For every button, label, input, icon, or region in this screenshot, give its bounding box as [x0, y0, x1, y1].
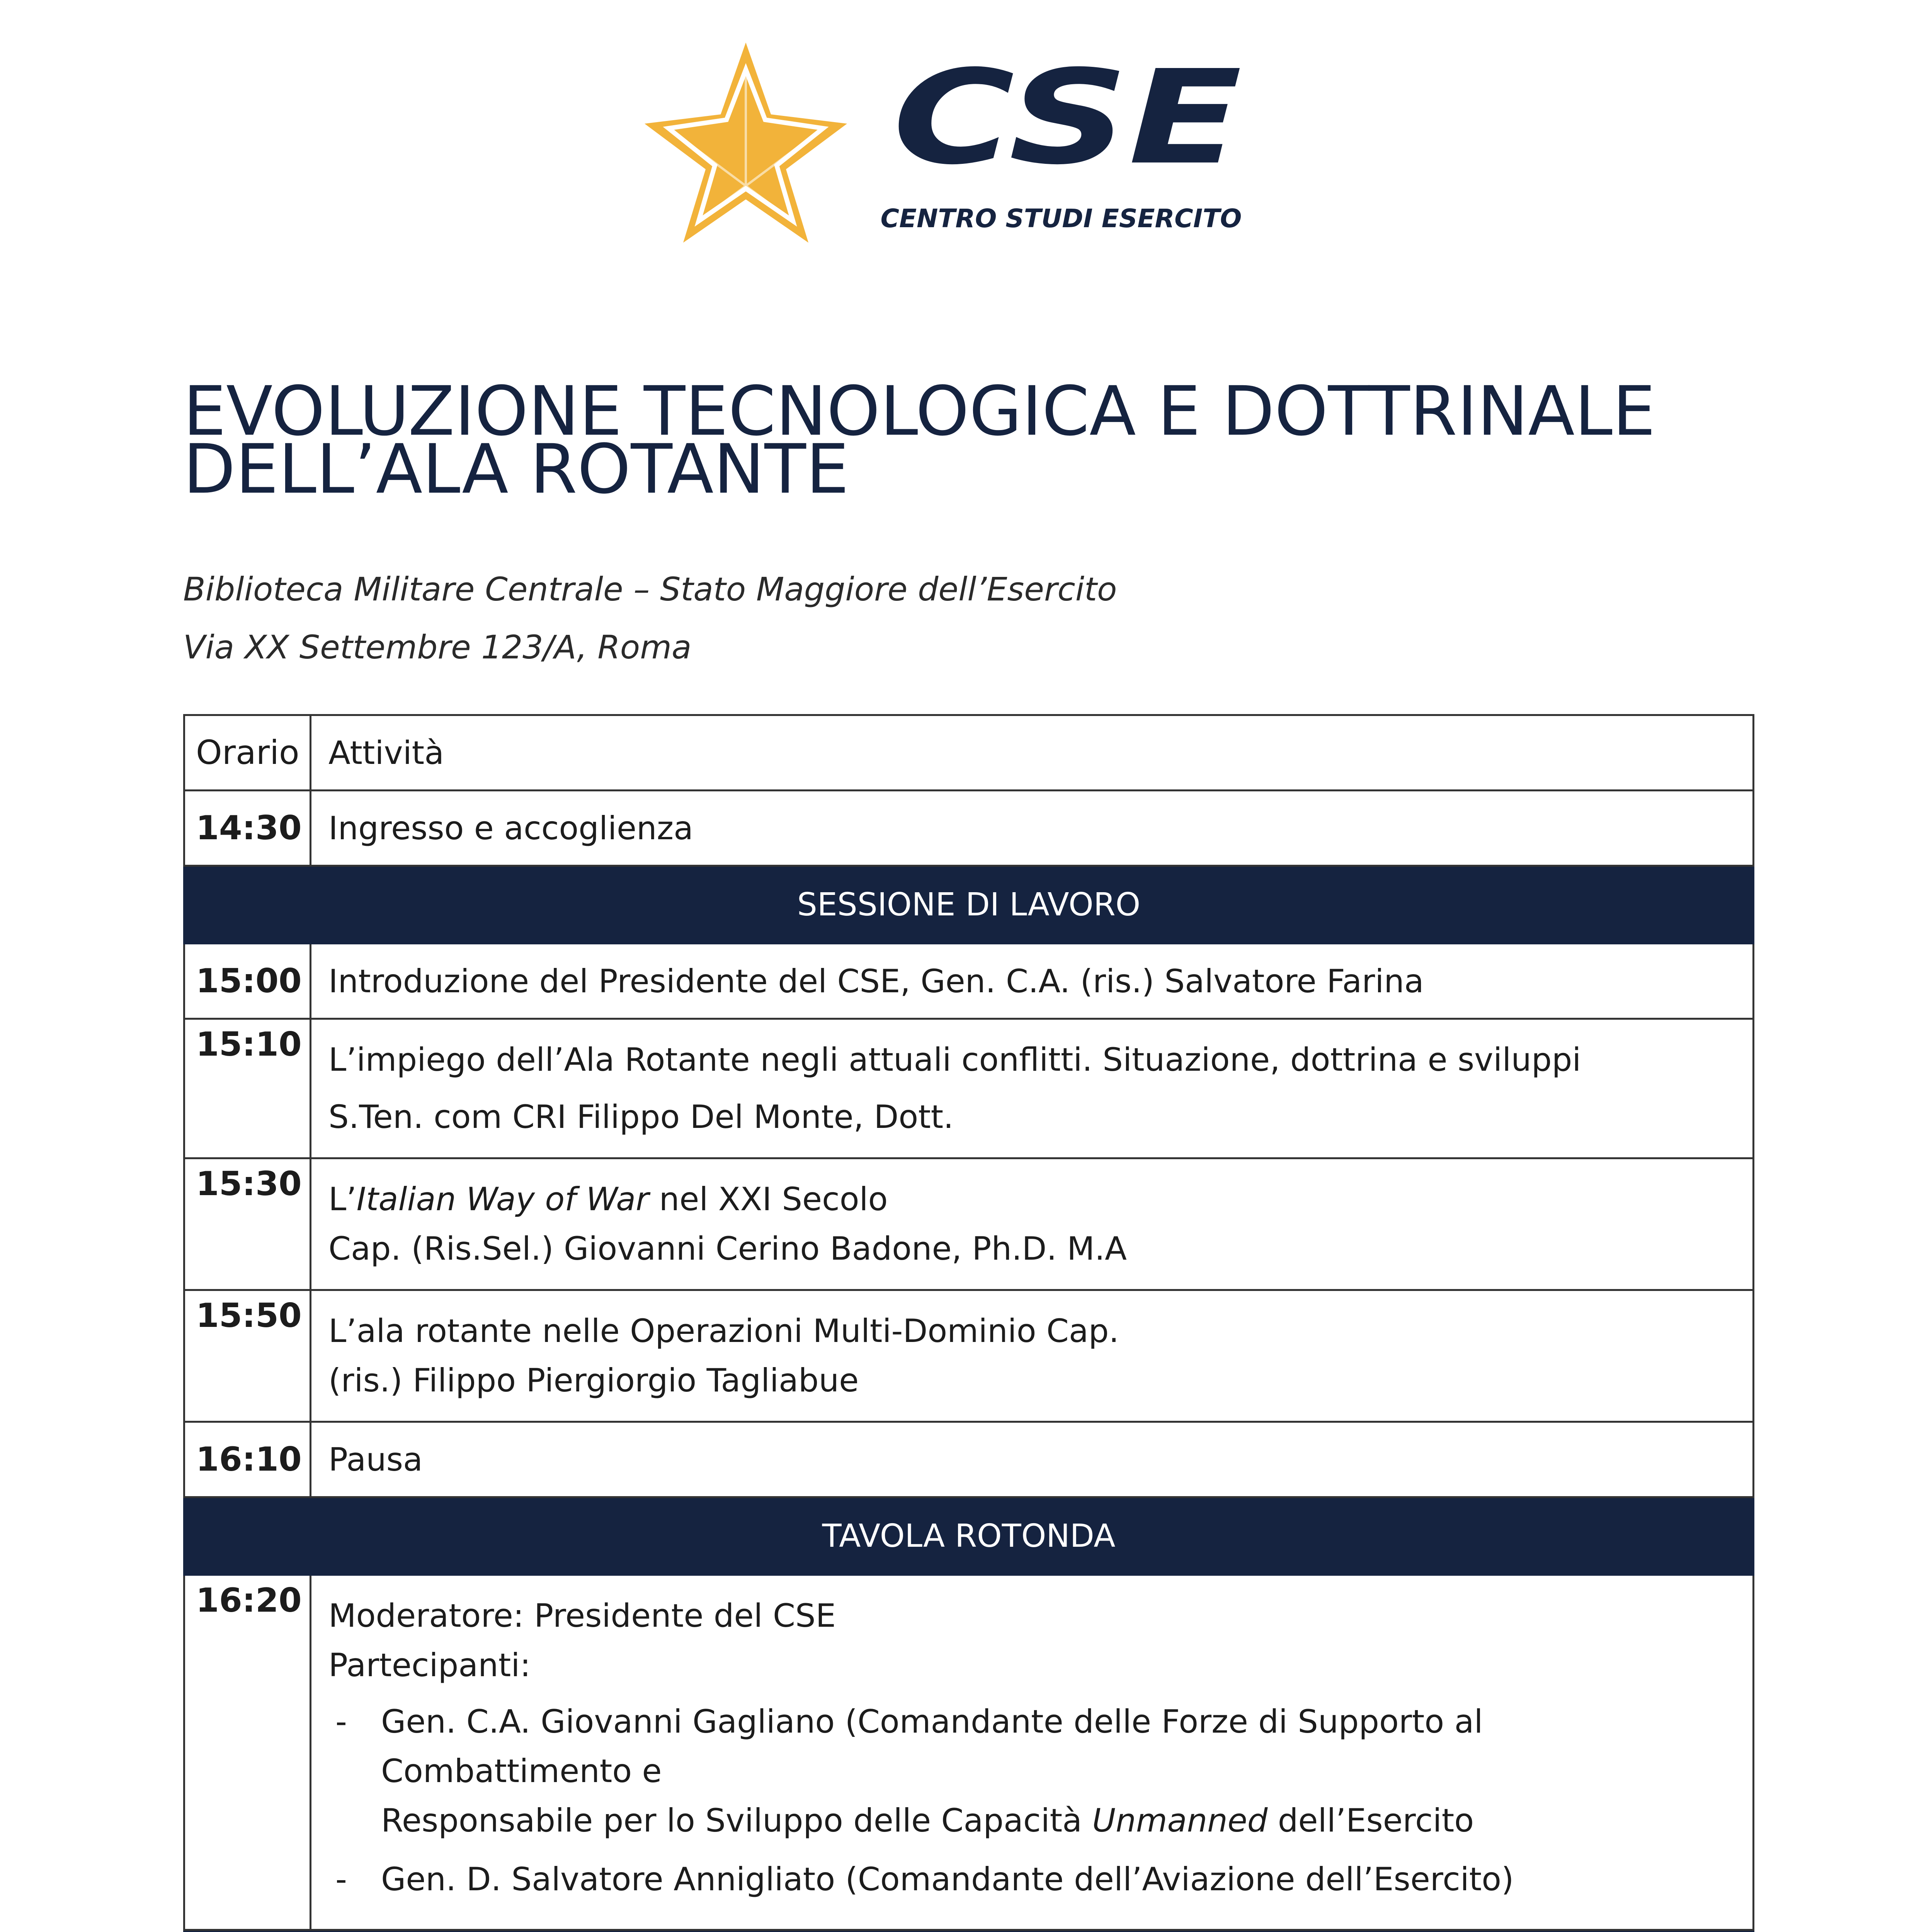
venue-line-1: Biblioteca Militare Centrale – Stato Maggiore dell’Esercito — [183, 570, 1117, 608]
logo-subtitle: CENTRO STUDI ESERCITO — [880, 204, 1242, 233]
row-activity: Introduzione del Presidente del CSE, Gen. C.A. (ris.) Salvatore Farina — [311, 944, 1754, 1019]
talk-title-suffix: nel XXI Secolo — [649, 1180, 888, 1218]
row-time: 16:10 — [184, 1422, 311, 1497]
header-time: Orario — [184, 715, 311, 791]
table-row — [184, 1290, 1754, 1422]
row-time: 15:30 — [184, 1158, 311, 1290]
star-icon — [645, 43, 847, 243]
participant-suffix: dell’Esercito — [1267, 1802, 1474, 1839]
talk-title: L’impiego dell’Ala Rotante negli attuali conflitti. Situazione, dottrina e sviluppi — [328, 1041, 1581, 1078]
row-time: 15:00 — [184, 944, 311, 1019]
table-row — [184, 1575, 1754, 1930]
document-title — [183, 372, 1806, 509]
moderator: Moderatore: Presidente del CSE — [328, 1597, 836, 1634]
participants-list — [328, 1697, 1735, 1904]
section-title: SESSIONE DI LAVORO — [184, 866, 1754, 944]
row-time: 15:10 — [184, 1019, 311, 1158]
row-activity — [311, 1575, 1754, 1930]
venue-line-2: Via XX Settembre 123/A, Roma — [183, 628, 692, 666]
venue — [183, 560, 1117, 676]
list-item: - Gen. D. Salvatore Annigliato (Comandante dell’Aviazione dell’Esercito) — [328, 1855, 1735, 1904]
section-title: TAVOLA ROTONDA — [184, 1497, 1754, 1575]
participant-line-1: - Gen. C.A. Giovanni Gagliano (Comandante delle Forze di Supporto al Combattimento e — [381, 1703, 1483, 1790]
talk-title-prefix: L’ — [328, 1180, 357, 1218]
table-row — [184, 791, 1754, 866]
table-row — [184, 1422, 1754, 1497]
section-title — [184, 1930, 1754, 1932]
row-time: 14:30 — [184, 791, 311, 866]
section-row — [184, 866, 1754, 944]
row-activity — [311, 1158, 1754, 1290]
list-item — [328, 1697, 1735, 1845]
row-activity: Ingresso e accoglienza — [311, 791, 1754, 866]
participant-italic: Unmanned — [1092, 1802, 1268, 1839]
row-activity — [311, 1290, 1754, 1422]
row-time: 15:50 — [184, 1290, 311, 1422]
table-header-row — [184, 715, 1754, 791]
header-activity: Attività — [311, 715, 1754, 791]
table-row — [184, 1158, 1754, 1290]
logo-acronym: CSE — [893, 43, 1242, 193]
row-activity: Pausa — [311, 1422, 1754, 1497]
speaker: S.Ten. com CRI Filippo Del Monte, Dott. — [328, 1098, 954, 1136]
speaker: (ris.) Filippo Piergiorgio Tagliabue — [328, 1362, 859, 1399]
participants-label: Partecipanti: — [328, 1646, 531, 1684]
title-line-2: DELL’ALA ROTANTE — [183, 430, 849, 509]
talk-title: L’ala rotante nelle Operazioni Multi-Dominio Cap. — [328, 1312, 1119, 1350]
talk-title-italic: Italian Way of War — [356, 1180, 649, 1218]
talk-title — [328, 1175, 1735, 1224]
table-row — [184, 1019, 1754, 1158]
participant-prefix: Responsabile per lo Sviluppo delle Capacità — [381, 1802, 1092, 1839]
row-time: 16:20 — [184, 1575, 311, 1930]
participant-line-2 — [381, 1796, 1735, 1845]
agenda-table — [183, 714, 1754, 1932]
cse-logo — [638, 43, 1314, 259]
section-row — [184, 1497, 1754, 1575]
title-line-1: EVOLUZIONE TECNOLOGICA E DOTTRINALE — [183, 372, 1656, 451]
section-row — [184, 1930, 1754, 1932]
speaker: Cap. (Ris.Sel.) Giovanni Cerino Badone, Ph.D. M.A — [328, 1230, 1127, 1267]
table-row — [184, 944, 1754, 1019]
row-activity — [311, 1019, 1754, 1158]
